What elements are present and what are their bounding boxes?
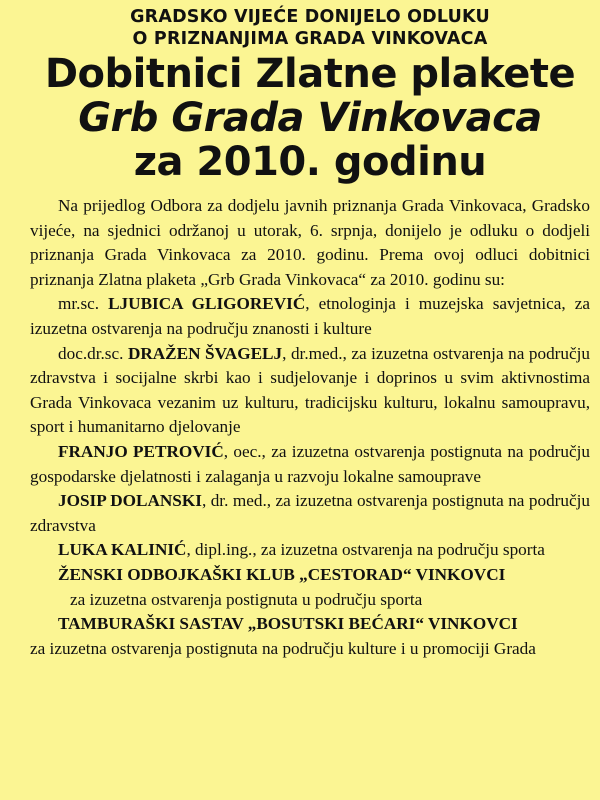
recipient-prefix: doc.dr.sc.: [58, 343, 128, 363]
recipient-text: , dipl.ing., za izuzetna ostvarenja na području sporta: [186, 540, 545, 560]
kicker-line-1: GRADSKO VIJEĆE DONIJELO ODLUKU: [130, 7, 490, 27]
headline: [30, 52, 590, 184]
article-body: [30, 194, 590, 661]
recipient-text: , dr.med., za izuzetna ostvarenja na području zdravstva i socijalne skrbi kao i sudjelovanje i doprinos u svim aktivnostima Grada Vinkovaca vezanim uz kulturu, tradicijsku kulturu, lokalnu samoupravu, sport i humanitarno djelovanje: [30, 343, 590, 437]
band-name: TAMBURAŠKI SASTAV „BOSUTSKI BEĆARI“ VINKOVCI: [58, 614, 518, 634]
recipient-entry: [30, 489, 590, 538]
recipient-text: , dr. med., za izuzetna ostvarenja postignuta na području zdravstva: [30, 491, 591, 535]
lead-paragraph: Na prijedlog Odbora za dodjelu javnih priznanja Grada Vinkovaca, Gradsko vijeće, na sjednici održanoj u utorak, 6. srpnja, donijelo je odluku o dodjeli priznanja Grada Vinkovaca za 2010. godinu. Prema ovoj odluci dobitnici priznanja Zlatna plaketa „Grb Grada Vinkovaca“ za 2010. godinu su:: [30, 196, 590, 289]
recipient-entry: [30, 538, 590, 563]
kicker: [30, 6, 590, 50]
recipient-name: FRANJO PETROVIĆ: [58, 441, 224, 461]
recipient-prefix: mr.sc.: [58, 294, 109, 314]
recipient-entry: [30, 342, 590, 440]
recipient-entry: [30, 440, 590, 489]
recipient-name: DRAŽEN ŠVAGELJ: [127, 343, 283, 363]
headline-line-2: Grb Grada Vinkovaca: [78, 95, 542, 141]
recipient-name: LJUBICA GLIGOREVIĆ: [108, 294, 306, 314]
club-name: ŽENSKI ODBOJKAŠKI KLUB „CESTORAD“ VINKOVCI: [58, 564, 506, 584]
club-text: za izuzetna ostvarenja postignuta u području sporta: [70, 589, 423, 609]
kicker-line-2: O PRIZNANJIMA GRADA VINKOVACA: [132, 29, 488, 49]
recipient-name: LUKA KALINIĆ: [58, 540, 187, 560]
recipient-name: JOSIP DOLANSKI: [58, 491, 202, 511]
headline-line-1: Dobitnici Zlatne plakete: [44, 51, 576, 97]
headline-line-3: za 2010. godinu: [133, 139, 487, 185]
recipient-text: , oec., za izuzetna ostvarenja postignuta na području gospodarske djelatnosti i zalaganja u razvoju lokalne samouprave: [30, 441, 590, 486]
band-text: za izuzetna ostvarenja postignuta na području kulture i u promociji Grada: [30, 638, 536, 658]
recipient-text: , etnologinja i muzejska savjetnica, za izuzetna ostvarenja na području znanosti i kulture: [30, 294, 591, 338]
recipient-entry: [30, 292, 590, 341]
